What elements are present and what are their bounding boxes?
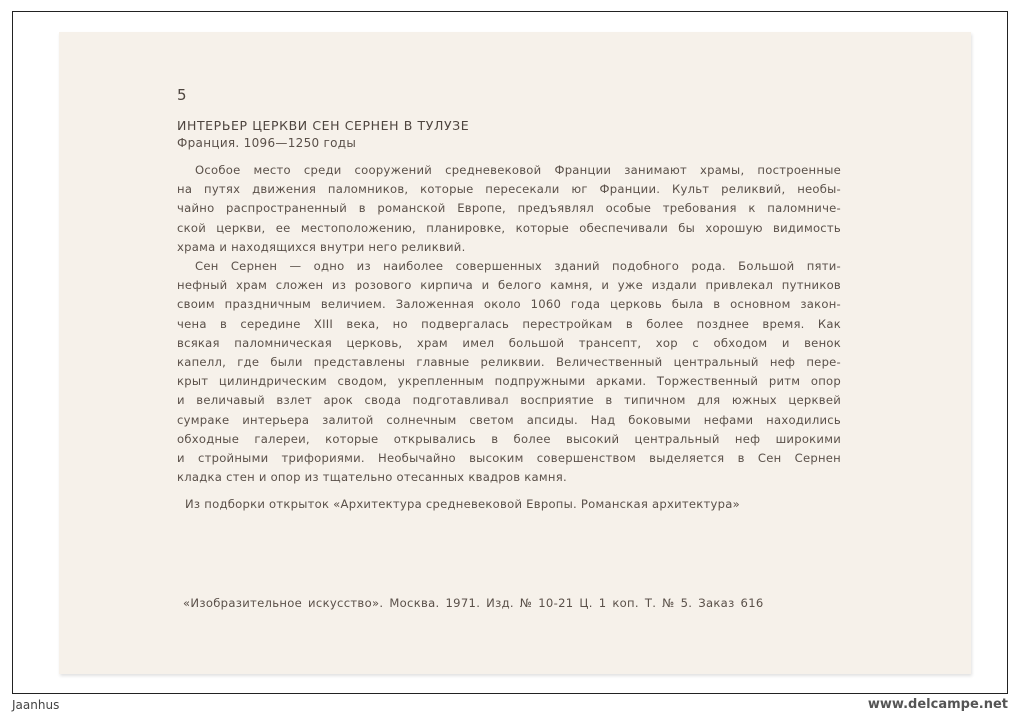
card-number: 5 <box>177 86 187 104</box>
body-line: чайно распространенный в романской Европе, предъявлял особые требования к паломниче- <box>177 201 841 216</box>
postcard-back <box>59 32 971 674</box>
body-line: на путях движения паломников, которые пересекали юг Франции. Культ реликвий, необы- <box>177 182 841 197</box>
card-title: ИНТЕРЬЕР ЦЕРКВИ СЕН СЕРНЕН В ТУЛУЗЕ <box>177 118 470 133</box>
site-watermark: www.delcampe.net <box>867 697 1008 712</box>
body-line: ской церкви, ее местоположению, планировке, которые обеспечивали бы хорошую видимость <box>177 220 841 235</box>
body-line: и стройными трифориями. Необычайно высоким совершенством выделяется в Сен Сернен <box>177 451 841 466</box>
body-line: Особое место среди сооружений средневековой Франции занимают храмы, построенные <box>195 163 841 177</box>
card-subtitle: Франция. 1096—1250 годы <box>177 136 357 150</box>
body-line: сумраке интерьера залитой солнечным светом апсиды. Над боковыми нефами находились <box>177 412 841 427</box>
body-line: чена в середине XIII века, но подвергалась перестройкам в более позднее время. Как <box>177 316 841 331</box>
series-source: Из подборки открыток «Архитектура средневековой Европы. Романская архитектура» <box>185 497 740 511</box>
publisher-imprint: «Изобразительное искусство». Москва. 1971. Изд. № 10-21 Ц. 1 коп. Т. № 5. Заказ 616 <box>183 596 764 610</box>
body-line: обходные галереи, которые открывались в более высокий центральный неф широкими <box>177 431 841 446</box>
body-line: крыт цилиндрическим сводом, укрепленным подпружными арками. Торжественный ритм опор <box>177 374 841 389</box>
body-line: капелл, где были представлены главные реликвии. Величественный центральный неф пере- <box>177 355 841 370</box>
body-line: Сен Сернен — одно из наиболее совершенных зданий подобного рода. Большой пяти- <box>195 259 841 274</box>
body-line: своим праздничным величием. Заложенная около 1060 года церковь была в основном закон- <box>177 297 841 312</box>
body-line: храма и находящихся внутри него реликвий. <box>177 239 466 254</box>
body-line: всякая паломническая церковь, храм имел большой трансепт, хор с обходом и венок <box>177 335 841 350</box>
body-line: и величавый взлет арок свода подготавливал восприятие в типичном для южных церквей <box>177 393 841 408</box>
image-frame <box>12 11 1008 694</box>
body-line: нефный храм сложен из розового кирпича и белого камня, и уже издали привлекал путников <box>177 278 841 293</box>
description-text <box>177 161 841 487</box>
body-line: кладка стен и опор из тщательно отесанных квадров камня. <box>177 470 567 485</box>
seller-watermark: Jaanhus <box>12 698 60 712</box>
